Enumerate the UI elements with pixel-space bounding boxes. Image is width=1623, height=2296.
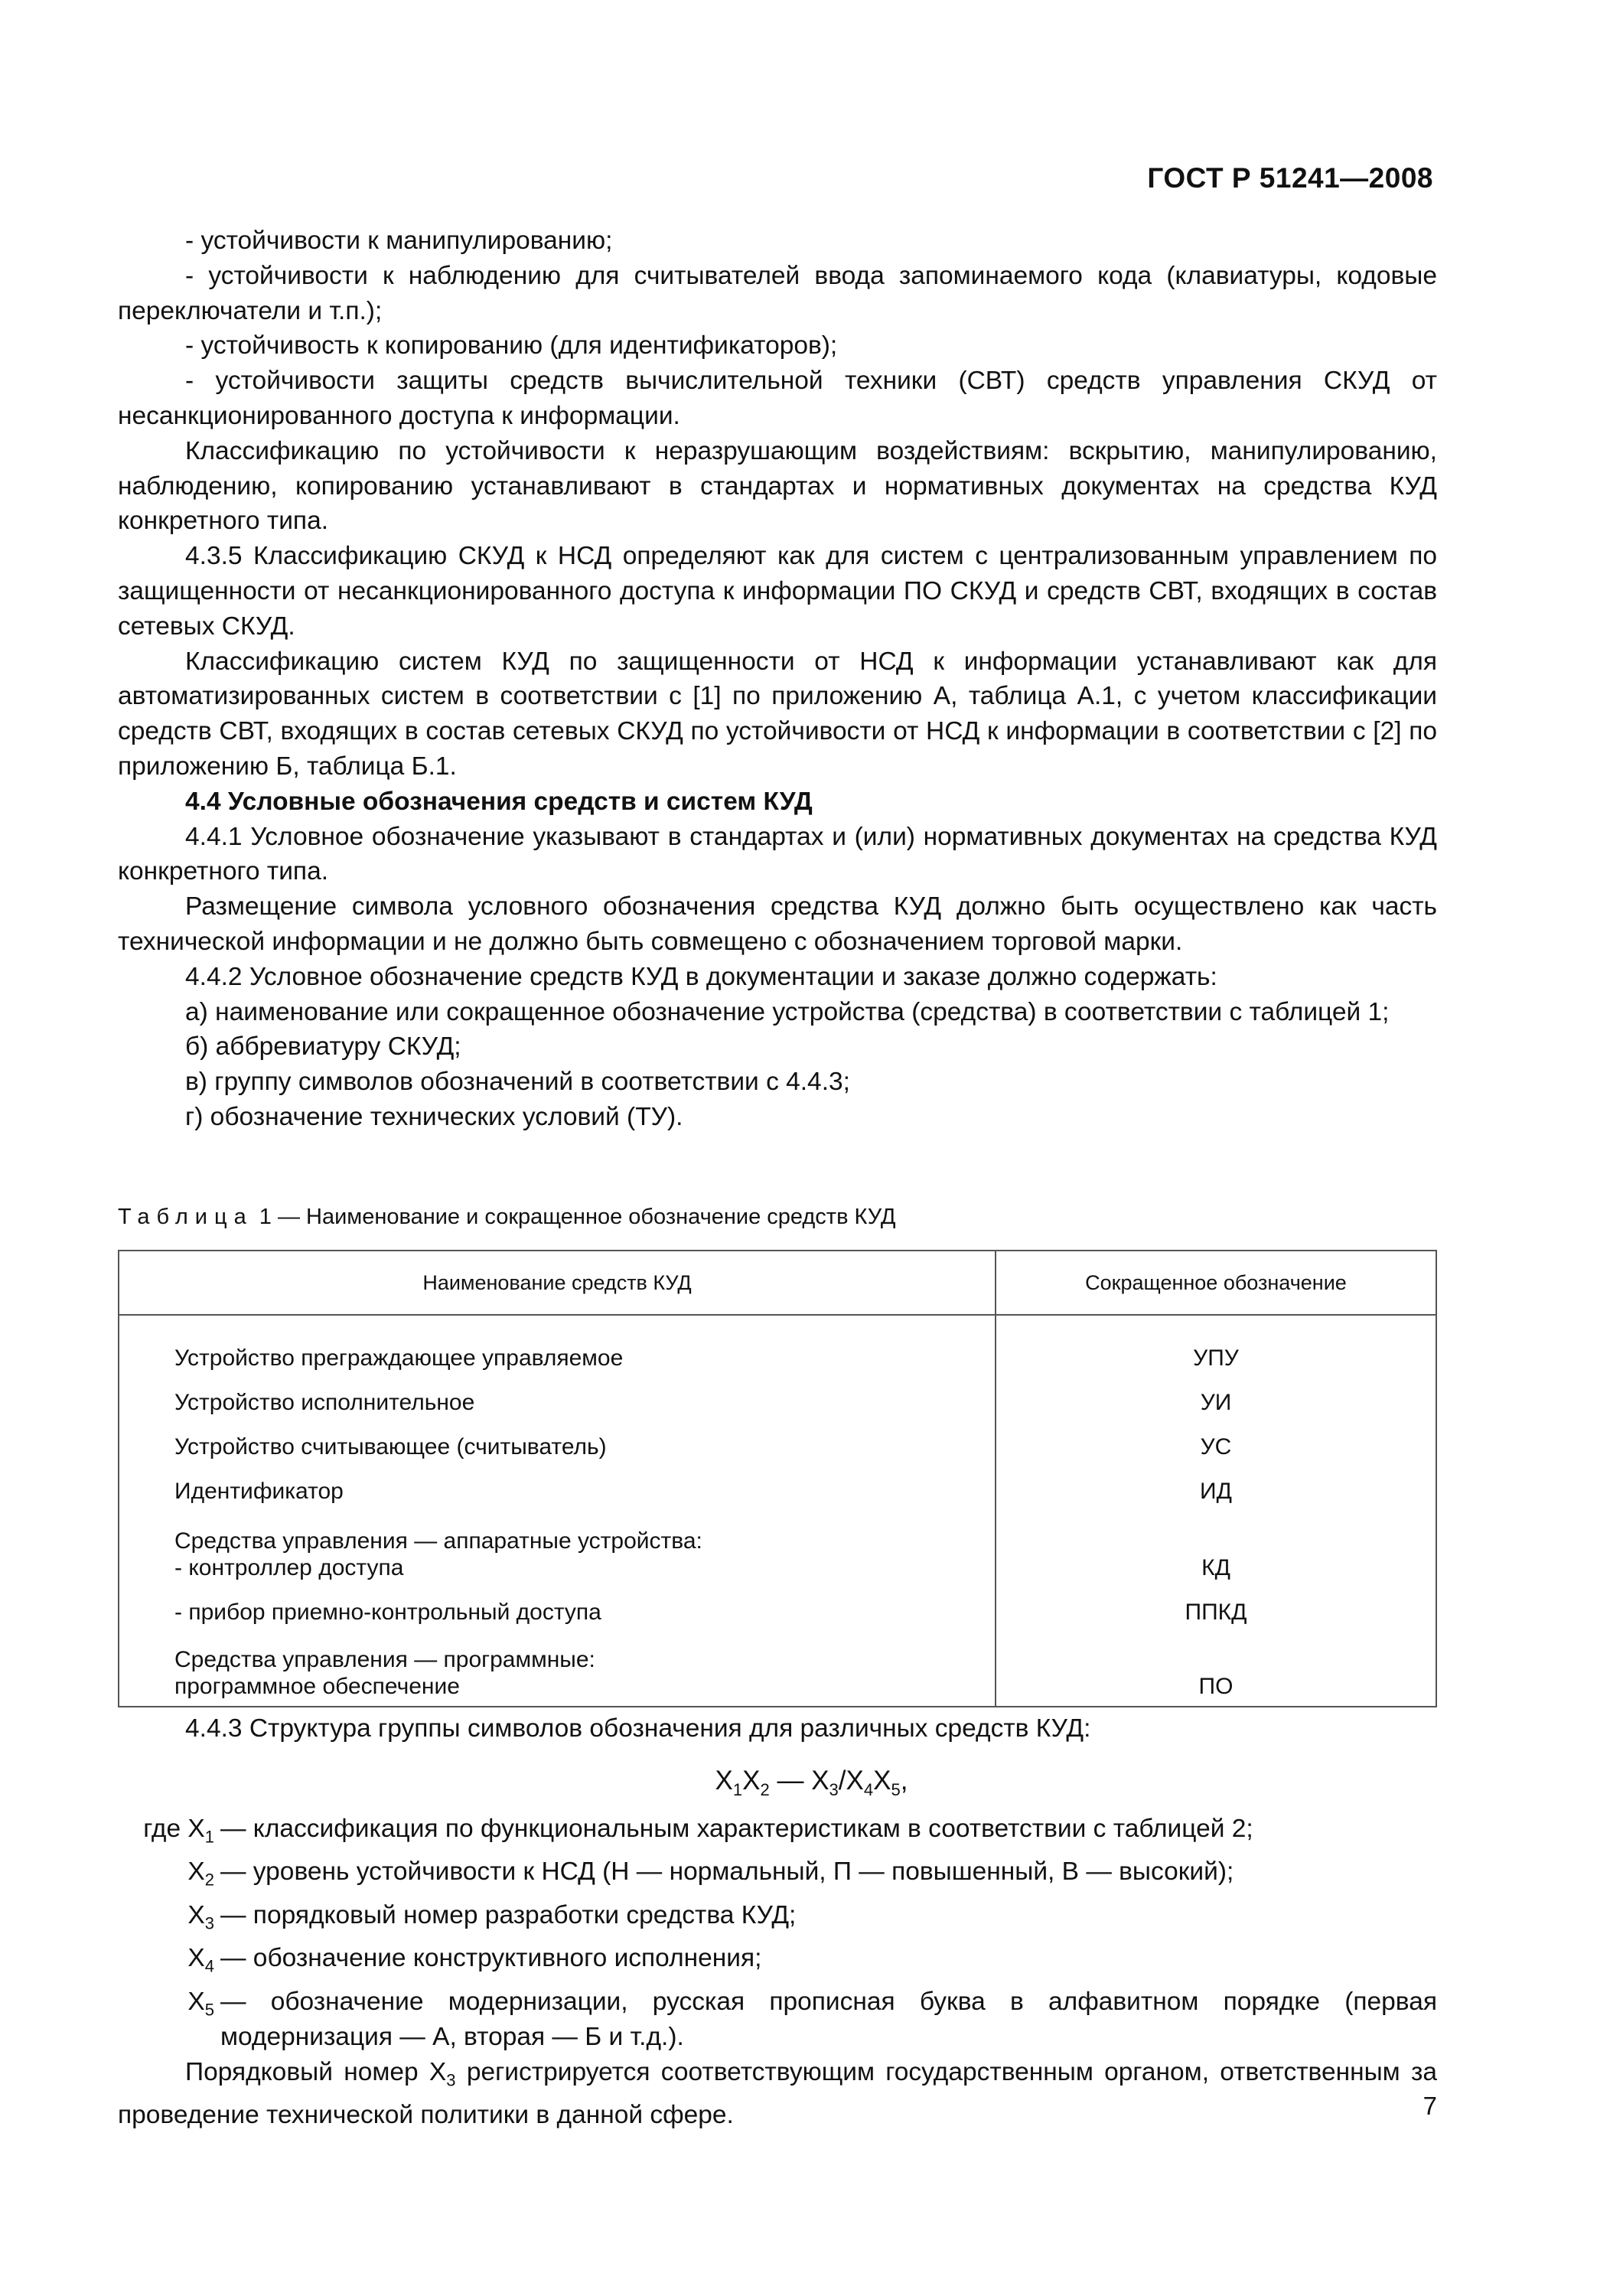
list-item: - устойчивости к манипулированию; <box>185 227 613 255</box>
table-cell-name <box>119 1626 996 1707</box>
designation-item: г) обозначение технических условий (ТУ). <box>185 1102 683 1131</box>
list-item: - устойчивости защиты средств вычислительной техники (СВТ) средств управления СКУД от несанкционированного доступа к информации. <box>118 367 1437 430</box>
table-cell-name: Устройство преграждающее управляемое <box>119 1315 996 1371</box>
table-cell-abbr: УПУ <box>996 1315 1436 1371</box>
legend-symbol: $X_3$ <box>187 1900 214 1933</box>
designation-item: б) аббревиатуру СКУД; <box>185 1032 461 1062</box>
table-caption-text: 1 — Наименование и сокращенное обозначение средств КУД <box>253 1205 896 1229</box>
table-cell-name: - прибор приемно-контрольный доступа <box>119 1581 996 1626</box>
table-cell-abbr: ППКД <box>996 1581 1436 1626</box>
legend-row <box>118 1812 1437 1854</box>
table-cell-abbr: ПО <box>996 1626 1436 1707</box>
paragraph-4-4-2: 4.4.2 Условное обозначение средств КУД в документации и заказе должно содержать: <box>185 962 1217 991</box>
table-cell-abbr: ИД <box>996 1460 1436 1505</box>
legend-symbol: где $X_1$ <box>143 1815 214 1847</box>
legend-symbol: $X_4$ <box>187 1944 214 1977</box>
table-caption <box>118 1205 896 1230</box>
paragraph-4-3-5: 4.3.5 Классификацию СКУД к НСД определяют как для систем с централизованным управлением по защищенности от несанкционированного доступа к информации ПО СКУД и средств СВТ, входящих в состав сетевых СКУД. <box>118 542 1437 641</box>
paragraph-4-4-3-block <box>118 1711 1437 1746</box>
legend-row <box>118 1941 1437 1984</box>
table-cell-abbr: УИ <box>996 1371 1436 1416</box>
designation-formula: $X_1X_2$ — $X_3/X_4X_5$, <box>715 1766 908 1799</box>
table-cell-name: Идентификатор <box>119 1460 996 1505</box>
legend-text: — обозначение конструктивного исполнения; <box>220 1944 762 1973</box>
section-heading-4-4: 4.4 Условные обозначения средств и систем КУД <box>185 787 813 816</box>
table-row <box>119 1315 1436 1371</box>
list-item: - устойчивость к копированию (для идентификаторов); <box>185 331 838 360</box>
table-caption-label: Таблица <box>118 1205 253 1229</box>
legend-text: — обозначение модернизации, русская прописная буква в алфавитном порядке (первая модернизация — А, вторая — Б и т.д.). <box>220 1987 1437 2051</box>
designation-table <box>118 1250 1437 1707</box>
legend-symbol: $X_5$ <box>187 1987 214 2020</box>
table-row <box>119 1460 1436 1505</box>
final-paragraph: Порядковый номер $X_3$ регистрируется соответствующим государственным органом, ответственным за проведение технической политики в данной сфере. <box>118 2057 1437 2130</box>
list-item: - устойчивости к наблюдению для считывателей ввода запоминаемого кода (клавиатуры, кодовые переключатели и т.п.); <box>118 261 1437 325</box>
table-header-row <box>119 1251 1436 1315</box>
table-cell-name: Устройство считывающее (считыватель) <box>119 1416 996 1460</box>
paragraph-4-4-3: 4.4.3 Структура группы символов обозначения для различных средств КУД: <box>185 1714 1091 1743</box>
table-cell-group-label: Средства управления — программные: <box>174 1647 595 1672</box>
paragraph: Размещение символа условного обозначения средства КУД должно быть осуществлено как часть технической информации и не должно быть совмещено с обозначением торговой марки. <box>118 892 1437 956</box>
page-number: 7 <box>1423 2092 1437 2120</box>
table-cell-abbr: УС <box>996 1416 1436 1460</box>
legend-text: — уровень устойчивости к НСД (Н — нормальный, П — повышенный, В — высокий); <box>220 1857 1234 1887</box>
table-row <box>119 1371 1436 1416</box>
table-cell-name <box>119 1505 996 1581</box>
table-cell-abbr: КД <box>996 1505 1436 1581</box>
document-code: ГОСТ Р 51241—2008 <box>1147 162 1433 194</box>
paragraph-4-4-1: 4.4.1 Условное обозначение указывают в стандартах и (или) нормативных документах на средства КУД конкретного типа. <box>118 822 1437 886</box>
table-cell-name: Устройство исполнительное <box>119 1371 996 1416</box>
table-cell-subitem: программное обеспечение <box>174 1674 460 1699</box>
paragraph: Классификацию по устойчивости к неразрушающим воздействиям: вскрытию, манипулированию, наблюдению, копированию устанавливают в стандартах и нормативных документах на средства КУД конкретного типа. <box>118 436 1437 536</box>
legend-row <box>118 1898 1437 1941</box>
table-row <box>119 1416 1436 1460</box>
designation-item: в) группу символов обозначений в соответствии с 4.4.3; <box>185 1068 850 1097</box>
body-text <box>118 223 1437 1135</box>
legend-text: — порядковый номер разработки средства КУД; <box>220 1900 797 1929</box>
table-row <box>119 1626 1436 1707</box>
table-header-abbr: Сокращенное обозначение <box>996 1251 1436 1315</box>
legend-symbol: $X_2$ <box>187 1857 214 1890</box>
table-row <box>119 1505 1436 1581</box>
table-cell-subitem: - контроллер доступа <box>174 1555 404 1580</box>
table-row <box>119 1581 1436 1626</box>
legend-text: — классификация по функциональным характеристикам в соответствии с таблицей 2; <box>220 1815 1253 1843</box>
table-header-name: Наименование средств КУД <box>119 1251 996 1315</box>
table-cell-group-label: Средства управления — аппаратные устройства: <box>174 1528 702 1554</box>
paragraph: Классификацию систем КУД по защищенности от НСД к информации устанавливают как для автоматизированных систем в соответствии с [1] по приложению А, таблица А.1, с учетом классификации средств СВТ, входящих в состав сетевых СКУД по устойчивости от НСД к информации в соответствии с [2] по приложению Б, таблица Б.1. <box>118 647 1437 781</box>
designation-item: а) наименование или сокращенное обозначение устройства (средства) в соответствии с таблицей 1; <box>185 997 1390 1026</box>
legend-row <box>118 1854 1437 1897</box>
formula-legend <box>118 1812 1437 2133</box>
legend-row <box>118 1985 1437 2055</box>
